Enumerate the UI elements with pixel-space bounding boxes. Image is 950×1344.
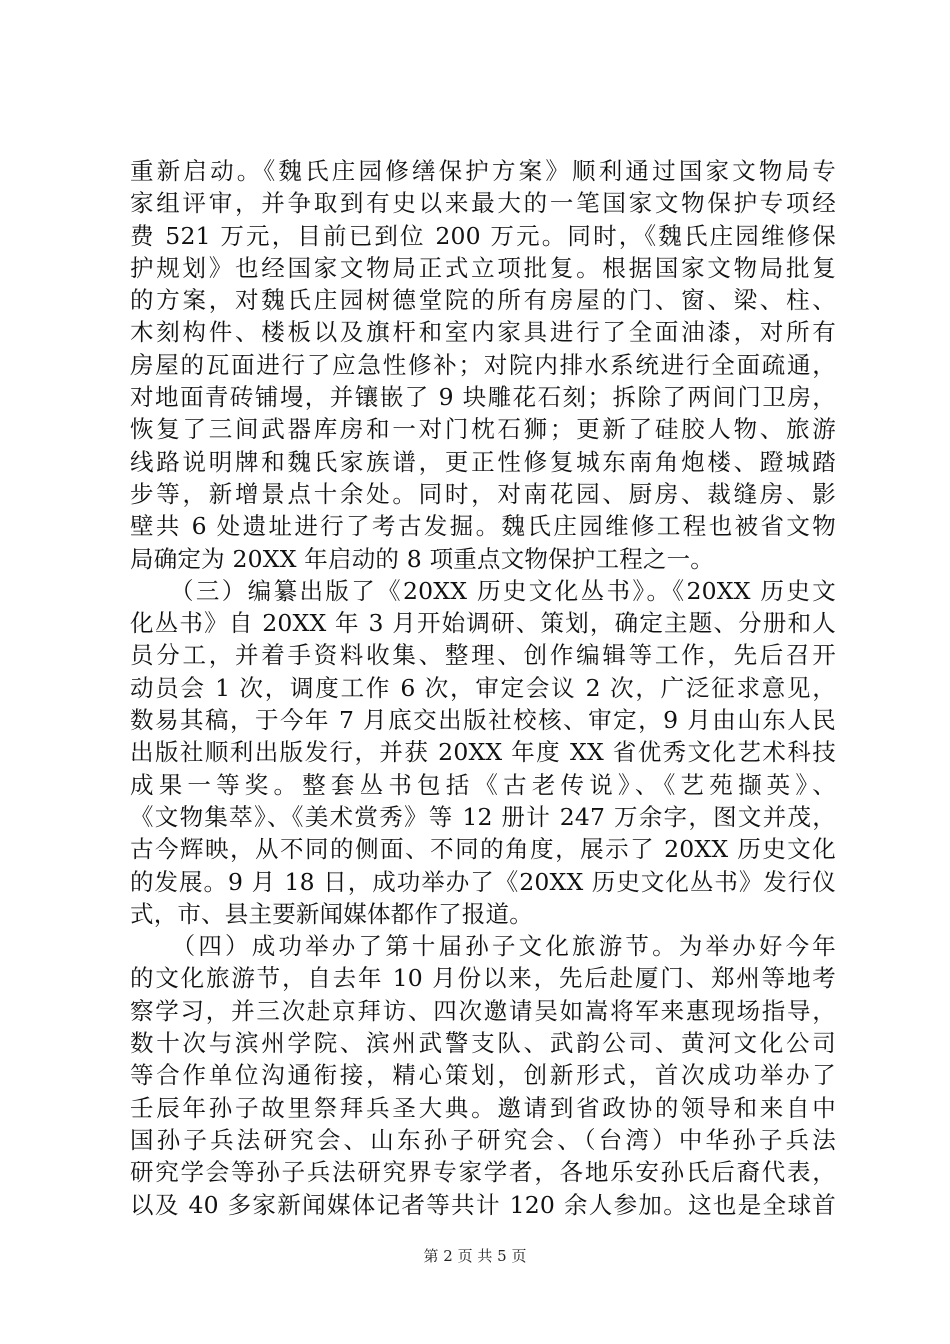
text-line: 化丛书》自 20XX 年 3 月开始调研、策划，确定主题、分册和人 xyxy=(130,609,836,638)
text-line: 重新启动。《魏氏庄园修缮保护方案》顺利通过国家文物局专 xyxy=(130,157,836,185)
text-line: 步等，新增景点十余处。同时，对南花园、厨房、裁缝房、影 xyxy=(130,479,836,508)
text-line: 《文物集萃》、《美术赏秀》等 12 册计 247 万余字，图文并茂， xyxy=(130,802,836,831)
text-line: 察学习，并三次赴京拜访、四次邀请吴如嵩将军来惠现场指导， xyxy=(130,996,836,1025)
text-line: 家组评审，并争取到有史以来最大的一笔国家文物保护专项经 xyxy=(130,189,836,218)
text-line: 恢复了三间武器库房和一对门枕石狮；更新了硅胶人物、旅游 xyxy=(130,415,836,444)
text-line: 等合作单位沟通衔接，精心策划，创新形式，首次成功举办了 xyxy=(130,1061,836,1090)
text-line: 研究学会等孙子兵法研究界专家学者，各地乐安孙氏后裔代表， xyxy=(130,1158,836,1187)
text-line: 的文化旅游节，自去年 10 月份以来，先后赴厦门、郑州等地考 xyxy=(130,964,836,993)
paragraph-end-line: 局确定为 20XX 年启动的 8 项重点文物保护工程之一。 xyxy=(130,544,714,573)
text-line: 费 521 万元，目前已到位 200 万元。同时，《魏氏庄园维修保 xyxy=(130,221,836,250)
text-line: 国孙子兵法研究会、山东孙子研究会、（台湾）中华孙子兵法 xyxy=(130,1125,836,1154)
text-line: 的发展。9 月 18 日，成功举办了《20XX 历史文化丛书》发行仪 xyxy=(130,867,836,896)
text-line: 线路说明牌和魏氏家族谱，更正性修复城东南角炮楼、蹬城踏 xyxy=(130,447,836,476)
text-line: 古今辉映，从不同的侧面、不同的角度，展示了 20XX 历史文化 xyxy=(130,835,836,864)
document-body xyxy=(130,155,836,1221)
text-line: 成果一等奖。整套丛书包括《古老传说》、《艺苑撷英》、 xyxy=(130,770,836,799)
text-line: 数易其稿，于今年 7 月底交出版社校核、审定，9 月由山东人民 xyxy=(130,706,836,735)
section-heading-line: （三）编纂出版了《20XX 历史文化丛书》。《20XX 历史文 xyxy=(130,576,836,605)
text-line: 护规划》也经国家文物局正式立项批复。根据国家文物局批复 xyxy=(130,253,836,282)
section-heading-line: （四）成功举办了第十届孙子文化旅游节。为举办好今年 xyxy=(130,932,836,961)
text-line: 以及 40 多家新闻媒体记者等共计 120 余人参加。这也是全球首 xyxy=(130,1190,836,1219)
text-line: 的方案，对魏氏庄园树德堂院的所有房屋的门、窗、梁、柱、 xyxy=(130,286,836,315)
text-line: 壁共 6 处遗址进行了考古发掘。魏氏庄园维修工程也被省文物 xyxy=(130,512,836,541)
text-line: 木刻构件、楼板以及旗杆和室内家具进行了全面油漆，对所有 xyxy=(130,318,836,347)
text-line: 出版社顺利出版发行，并获 20XX 年度 XX 省优秀文化艺术科技 xyxy=(130,738,836,767)
text-line: 壬辰年孙子故里祭拜兵圣大典。邀请到省政协的领导和来自中 xyxy=(130,1093,836,1122)
text-line: 员分工，并着手资料收集、整理、创作编辑等工作，先后召开 xyxy=(130,641,836,670)
page-number-footer: 第 2 页 共 5 页 xyxy=(423,1247,527,1265)
text-line: 动员会 1 次，调度工作 6 次，审定会议 2 次，广泛征求意见， xyxy=(130,673,836,702)
text-line: 对地面青砖铺墁，并镶嵌了 9 块雕花石刻；拆除了两间门卫房， xyxy=(130,383,836,412)
text-line: 房屋的瓦面进行了应急性修补；对院内排水系统进行全面疏通， xyxy=(130,350,836,379)
text-line: 数十次与滨州学院、滨州武警支队、武韵公司、黄河文化公司 xyxy=(130,1029,836,1058)
paragraph-end-line: 式，市、县主要新闻媒体都作了报道。 xyxy=(130,899,533,928)
